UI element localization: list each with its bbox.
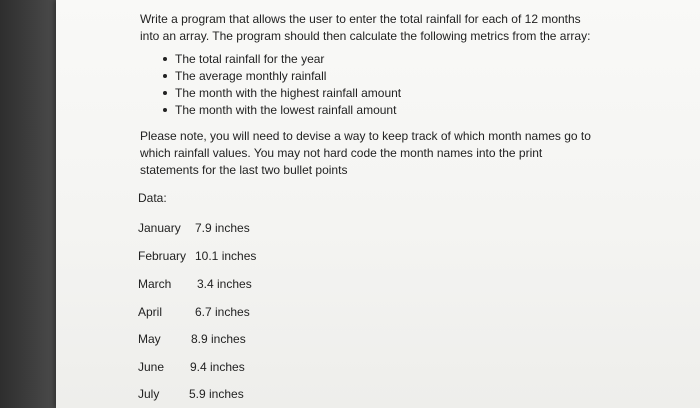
rainfall-amount: 6.7 inches — [195, 305, 250, 319]
month-label: July — [138, 387, 160, 401]
rainfall-amount: 5.9 inches — [189, 387, 244, 401]
metric-text: The month with the lowest rainfall amount — [175, 103, 397, 117]
month-label: April — [138, 305, 163, 319]
intro-paragraph — [140, 11, 610, 45]
list-item — [163, 68, 401, 85]
month-label: January — [138, 221, 181, 235]
list-item — [163, 51, 401, 68]
rainfall-amount: 10.1 inches — [195, 249, 257, 263]
rainfall-amount: 7.9 inches — [195, 221, 250, 235]
month-label: June — [138, 360, 165, 374]
note-line-3: statements for the last two bullet points — [140, 163, 348, 177]
month-label: May — [138, 332, 161, 346]
month-label: February — [138, 249, 187, 263]
list-item — [163, 85, 401, 102]
bullet-icon — [163, 74, 167, 78]
rainfall-amount: 9.4 inches — [190, 360, 245, 374]
metrics-list — [163, 51, 401, 119]
note-paragraph — [140, 128, 610, 179]
intro-line-2: into an array. The program should then calculate the following metrics from the array: — [140, 29, 591, 43]
bullet-icon — [163, 91, 167, 95]
metric-text: The average monthly rainfall — [175, 69, 327, 83]
data-heading: Data: — [138, 191, 167, 205]
metric-text: The total rainfall for the year — [175, 52, 325, 66]
metric-text: The month with the highest rainfall amount — [175, 86, 402, 100]
rainfall-amount: 8.9 inches — [191, 332, 246, 346]
bullet-icon — [163, 108, 167, 112]
bullet-icon — [163, 57, 167, 61]
rainfall-amount: 3.4 inches — [197, 277, 252, 291]
note-line-2: which rainfall values. You may not hard code the month names into the print — [140, 146, 543, 160]
list-item — [163, 102, 401, 119]
note-line-1: Please note, you will need to devise a way to keep track of which month names go to — [140, 129, 591, 143]
month-label: March — [138, 277, 172, 291]
intro-line-1: Write a program that allows the user to enter the total rainfall for each of 12 months — [140, 12, 581, 26]
